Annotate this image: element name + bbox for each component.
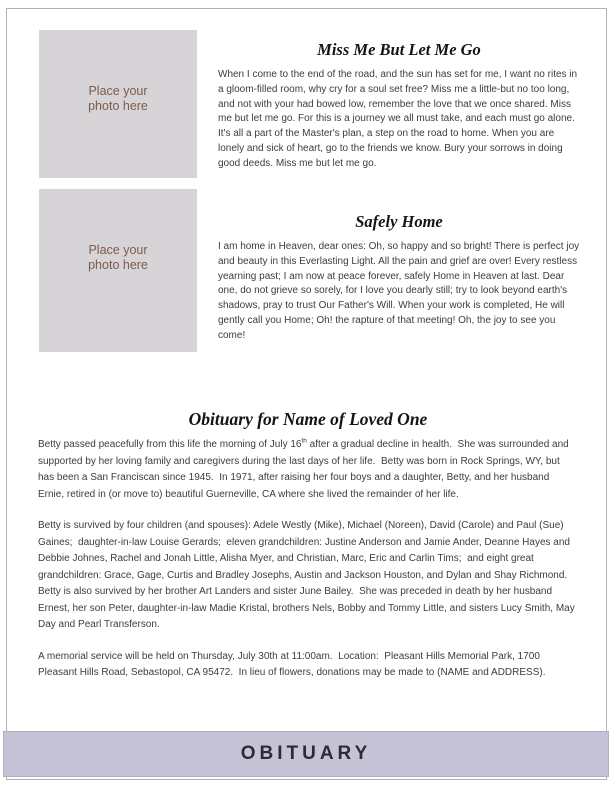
photo-placeholder-text-line2: photo here bbox=[88, 258, 148, 272]
poem-section-2 bbox=[218, 212, 580, 344]
obituary-p1-text-cont: after a gradual decline in health. She was surrounded and supported by her loving family and caregivers during the last days of her life. Betty was born in Rock Springs, WY, but has been a San Franciscan since 1945. In 1971, after raising her four boys and a daughter, Betty, and her husband Ernie, retired in (or move to) beautiful Guerneville, CA where she lived the remainder of her life. bbox=[38, 439, 572, 500]
photo-placeholder-2[interactable] bbox=[39, 189, 197, 352]
obituary-paragraph-2: Betty is survived by four children (and spouses): Adele Westly (Mike), Michael (Noreen), David (Carole) and Paul (Sue) Gaines; daughter-in-law Louise Gerards; eleven grandchildren: Justine Anderson and Jamie Ander, Deanne Hayes and Debbie Johnes, Rachel and Jonah Little, Alisha Myer, and Christian, Marc, Eric and Carlin Tims; and eight great grandchildren: Grace, Gage, Curtis and Bradley Josephs, Austin and Jackson Houston, and Dylan and Shay Richmond. Betty is also survived by her brother Art Landers and sister June Bailey. She was preceded in death by her husband Ernest, her son Peter, daughter-in-law Madie Kristal, brothers Nels, Bobby and Tommy Little, and sisters Lucy Smith, May Day and Pearl Transferson. bbox=[38, 520, 578, 630]
poem-section-1 bbox=[218, 40, 580, 172]
footer-label: OBITUARY bbox=[240, 743, 372, 764]
poem-1-text: When I come to the end of the road, and the sun has set for me, I want no rites in a gloom-filled room, why cry for a soul set free? Miss me a little-but no too long, and not with your had bowed low, remember the love that we once shared. Miss me but let me go. For this is a journey we all must take, and each must go alone. It's all a part of the Master's plan, a step on the road to home. When you are lonely and sick of heart, go to the friends we know. Bury your sorrows in doing good deeds. Miss me but let me go. bbox=[218, 69, 580, 169]
photo-placeholder-text-line2: photo here bbox=[88, 99, 148, 113]
obituary-title: Obituary for Name of Loved One bbox=[188, 409, 428, 429]
footer-bar bbox=[3, 731, 609, 777]
poem-2-title: Safely Home bbox=[355, 212, 443, 231]
obituary-paragraph-3: A memorial service will be held on Thursday, July 30th at 11:00am. Location: Pleasant Hills Memorial Park, 1700 Pleasant Hills Road, Sebastopol, CA 95472. In lieu of flowers, donations may be made to (NAME and ADDRESS). bbox=[38, 650, 546, 678]
obituary-ordinal-superscript: th bbox=[301, 437, 307, 445]
photo-placeholder-1[interactable] bbox=[39, 30, 197, 178]
obituary-section bbox=[38, 408, 578, 697]
obituary-p1-text: Betty passed peacefully from this life the morning of July 16 bbox=[38, 439, 302, 450]
poem-2-text: I am home in Heaven, dear ones: Oh, so happy and so bright! There is perfect joy and beauty in this Everlasting Light. All the pain and grief are over! Every restless yearning past; I am now at peace forever, safely Home in Heaven at last. Dear one, do not grieve so sorely, for I love you dearly still; try to look beyond earth's shadows, pray to trust Our Father's Will. When your work is completed, He will gently call you Home; Oh! the rapture of that meeting! Oh, the joy to see you come! bbox=[218, 241, 582, 341]
photo-placeholder-text-line1: Place your bbox=[88, 243, 148, 257]
photo-placeholder-text-line1: Place your bbox=[88, 84, 148, 98]
poem-1-title: Miss Me But Let Me Go bbox=[317, 40, 481, 59]
obituary-paragraph-1 bbox=[38, 437, 578, 503]
